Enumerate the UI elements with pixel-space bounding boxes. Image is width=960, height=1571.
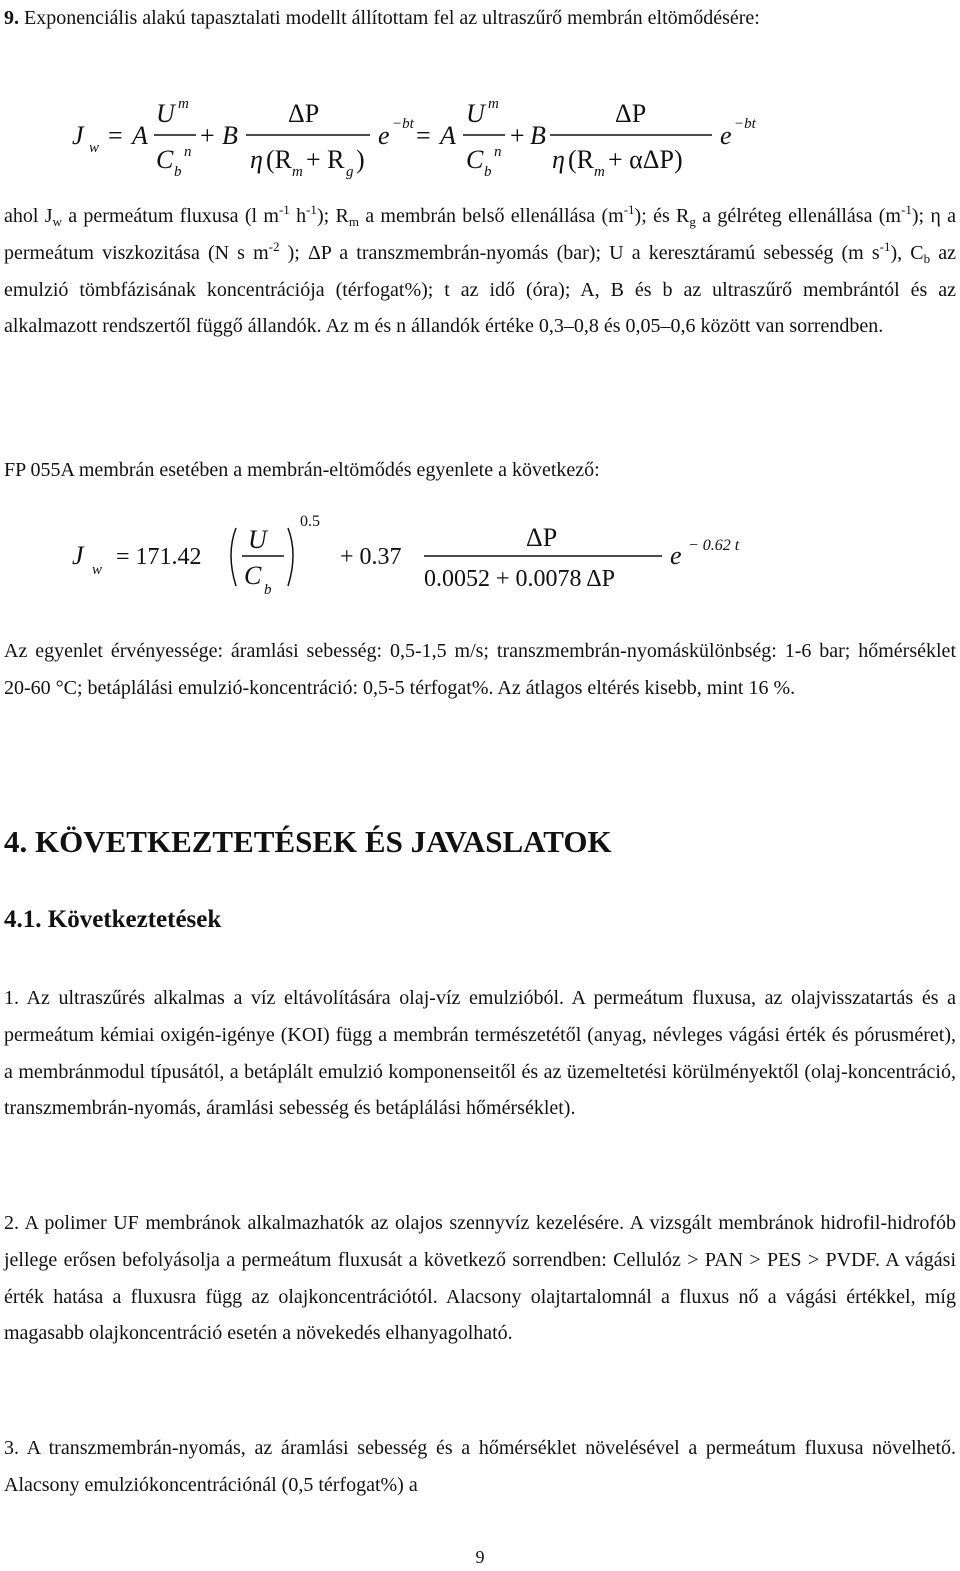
eq1-m-exp-2: m (488, 96, 499, 112)
eq1-B: B (222, 121, 238, 150)
eq1-C-2: C (466, 145, 484, 174)
chapter-heading: 4. KÖVETKEZTETÉSEK ÉS JAVASLATOK (4, 824, 612, 859)
eq2-C: C (244, 561, 262, 590)
eq2-left-paren (231, 528, 236, 586)
eq1-A: A (132, 121, 148, 150)
eq1-equals-2: = (416, 121, 431, 150)
page-number: 9 (475, 1547, 485, 1567)
eq1-U: U (156, 99, 175, 128)
section-9-intro (4, 0, 956, 37)
eq2-right-paren (288, 528, 293, 586)
eq1-eta: η (250, 145, 263, 174)
eq1-bt: −bt (392, 116, 414, 132)
eq1-b-sub: b (174, 164, 182, 180)
eq2-dP: ΔP (526, 523, 558, 552)
eq1-m-exp: m (178, 96, 189, 112)
conclusion-2: 2. A polimer UF membránok alkalmazhatók az olajos szennyvíz kezelésére. A vizsgált membránok hidrofil-hidrofób jellege erősen befolyásolja a permeátum fluxusát a következő sorrendben: Cellulóz > PAN > PES > PVDF. A vágási érték hatása a fluxusra függ az olajkoncentrációtól. Alacsony olajtartalomnál a fluxus nő a vágási értékkel, míg magasabb olajkoncentráció esetén a növekedés elhanyagolható. (4, 1212, 956, 1345)
eq2-exponent: 0.5 (300, 513, 320, 530)
eq1-w-sub: w (89, 140, 100, 156)
eq1-equals: = (108, 121, 123, 150)
conclusion-3: 3. A transzmembrán-nyomás, az áramlási sebesség és a hőmérséklet növelésével a permeátum fluxusa növelhető. Alacsony emulziókoncentrációnál (0,5 térfogat%) a (4, 1437, 956, 1496)
definitions-paragraph: ahol $J_w$ a permeátum fluxusa (l $m^{-1}$ $h^{-1}$); $R_m$ a membrán belső ellenállása $(m^{-1})$; és $R_g$ a gélréteg ellenállása $(m^{-1})$; η a permeátum viszkozitása (N s $m^{-2}$ ); ΔP a transzmembrán-nyomás (bar); U a keresztáramú sebesség (m $s^{-1}$), $C_b$ az emulzió tömbfázisának koncentrációja (térfogat%); t az idő (óra); A, B és b az ultraszűrő membrántól és az alkalmazott rendszertől függő állandók. Az m és n állandók értéke 0,3–0,8 és 0,05–0,6 között van sorrendben. (4, 202, 957, 338)
eq1-J: J (72, 121, 84, 150)
eq1-g-sub: g (346, 164, 354, 180)
eq1-plus-2: + (510, 121, 525, 150)
eq1-dP: ΔP (288, 99, 320, 128)
eq1-m-sub: m (292, 164, 303, 180)
eq2-U: U (248, 525, 267, 554)
eq1-m-sub-2: m (594, 164, 605, 180)
eq1-Rm: (R (266, 145, 292, 174)
eq1-n-exp-2: n (494, 144, 502, 160)
eq1-plus: + (200, 121, 215, 150)
fp-intro: FP 055A membrán esetében a membrán-eltömődés egyenlete a következő: (4, 459, 600, 481)
fouling-model-equation (0, 92, 960, 182)
eq1-eta-2: η (552, 145, 565, 174)
conclusion-1: 1. Az ultraszűrés alkalmas a víz eltávolítására olaj-víz emulzióból. A permeátum fluxusa, az olajvisszatartás és a permeátum kémiai oxigén-igénye (KOI) függ a membrán természetétől (anyag, névleges vágási érték és pórusméret), a membránmodul típusától, a betáplált emulzió komponenseitől és az üzemeltetési körülményektől (olaj-koncentráció, transzmembrán-nyomás, áramlási sebesség és betáplálási hőmérséklet). (4, 987, 956, 1120)
eq1-e-2: e (720, 121, 732, 150)
eq2-coef: = 171.42 (116, 544, 202, 570)
eq1-bt-2: −bt (734, 116, 756, 132)
eq2-exponent-t: − 0.62 t (688, 537, 740, 554)
eq1-B-2: B (530, 121, 546, 150)
eq2-plus: + 0.37 (340, 544, 402, 570)
eq1-C: C (156, 145, 174, 174)
eq2-J: J (72, 541, 84, 570)
eq1-U-2: U (466, 99, 485, 128)
eq2-w-sub: w (92, 562, 103, 578)
eq1-A-2: A (440, 121, 456, 150)
fp055a-equation (0, 504, 960, 604)
intro-text: Exponenciális alakú tapasztalati modellt állítottam fel az ultraszűrő membrán eltömődésére: (24, 7, 760, 29)
validity-paragraph: Az egyenlet érvényessége: áramlási sebesség: 0,5-1,5 m/s; transzmembrán-nyomáskülönbség: 1-6 bar; hőmérséklet 20-60 °C; betáplálási emulzió-koncentráció: 0,5-5 térfogat%. Az átlagos eltérés kisebb, mint 16 %. (4, 640, 956, 699)
section-heading: 4.1. Következtetések (4, 906, 222, 933)
eq1-Rm-2: (R (568, 145, 594, 174)
eq2-denominator: 0.0052 + 0.0078 ΔP (424, 566, 615, 592)
eq2-e: e (670, 541, 682, 570)
eq1-Rg: + R (306, 145, 345, 174)
eq1-n-exp: n (184, 144, 192, 160)
section-number: 9. (4, 7, 19, 29)
eq1-rparen: ) (356, 145, 365, 174)
eq1-e: e (378, 121, 390, 150)
eq1-alpha-dP: + αΔP) (608, 145, 683, 174)
eq1-dP-2: ΔP (615, 99, 647, 128)
eq2-b-sub: b (264, 582, 272, 598)
eq1-b-sub-2: b (484, 164, 492, 180)
